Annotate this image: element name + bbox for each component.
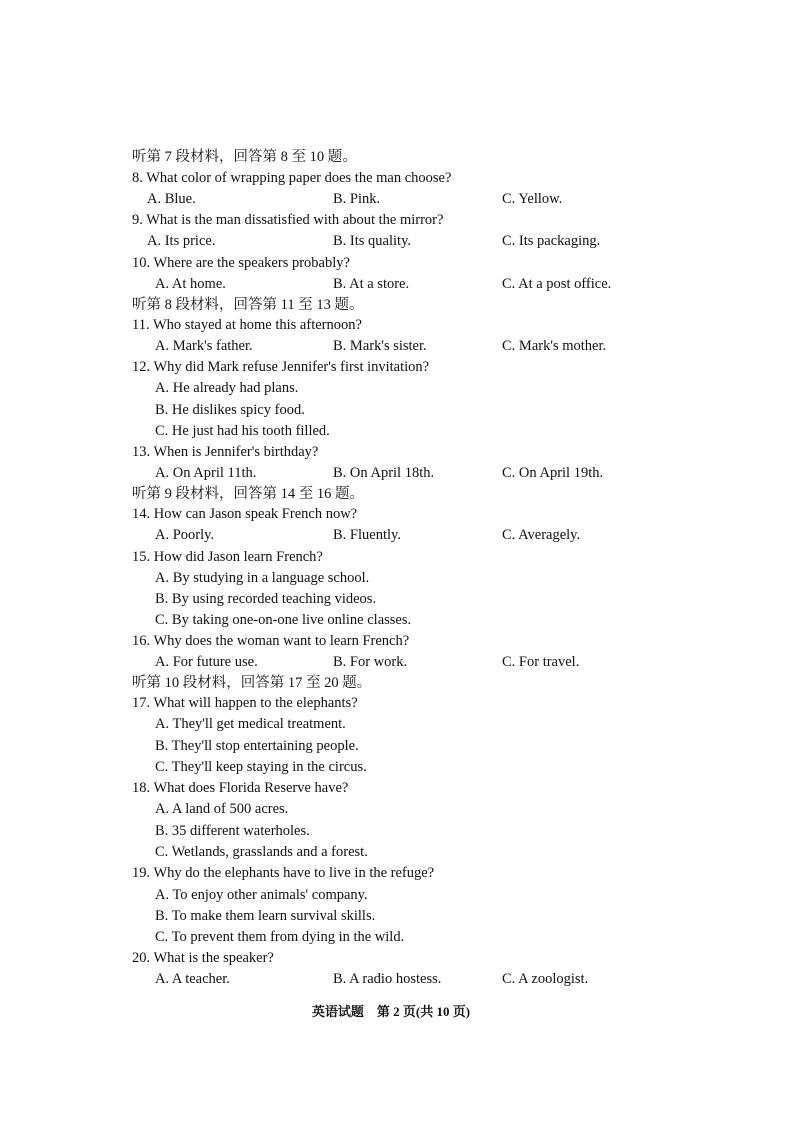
q16-stem: 16. Why does the woman want to learn French? bbox=[132, 633, 410, 649]
q19-option-a: A. To enjoy other animals' company. bbox=[155, 887, 368, 903]
q20-option-b: B. A radio hostess. bbox=[333, 971, 442, 987]
q20-stem: 20. What is the speaker? bbox=[132, 950, 274, 966]
q8-stem: 8. What color of wrapping paper does the man choose? bbox=[132, 170, 452, 186]
q12-option-b: B. He dislikes spicy food. bbox=[155, 402, 305, 418]
q20-option-a: A. A teacher. bbox=[155, 971, 230, 987]
q9-option-b: B. Its quality. bbox=[333, 233, 412, 249]
q17-option-b: B. They'll stop entertaining people. bbox=[155, 738, 359, 754]
q14-stem: 14. How can Jason speak French now? bbox=[132, 506, 358, 522]
q20-option-c: C. A zoologist. bbox=[502, 971, 589, 987]
q9-stem: 9. What is the man dissatisfied with about the mirror? bbox=[132, 212, 444, 228]
q11-option-a: A. Mark's father. bbox=[155, 338, 253, 354]
section-10-instruction: 听第 10 段材料，回答第 17 至 20 题。 bbox=[132, 675, 372, 691]
section-9-instruction: 听第 9 段材料，回答第 14 至 16 题。 bbox=[132, 486, 364, 502]
question-stem bbox=[0, 442, 800, 463]
question-stem bbox=[0, 168, 800, 189]
q12-option-c: C. He just had his tooth filled. bbox=[155, 423, 330, 439]
question-stem bbox=[0, 504, 800, 525]
q10-option-c: C. At a post office. bbox=[502, 276, 612, 292]
q8-option-b: B. Pink. bbox=[333, 191, 381, 207]
q8-option-a: A. Blue. bbox=[147, 191, 196, 207]
options-row bbox=[0, 589, 800, 610]
options-row bbox=[0, 274, 800, 295]
options-row bbox=[0, 842, 800, 863]
options-row bbox=[0, 378, 800, 399]
options-row bbox=[0, 231, 800, 252]
q13-option-b: B. On April 18th. bbox=[333, 465, 435, 481]
q10-stem: 10. Where are the speakers probably? bbox=[132, 255, 350, 271]
question-stem bbox=[0, 948, 800, 969]
q16-option-b: B. For work. bbox=[333, 654, 408, 670]
question-stem bbox=[0, 357, 800, 378]
options-row bbox=[0, 610, 800, 631]
q14-option-c: C. Averagely. bbox=[502, 527, 581, 543]
question-stem bbox=[0, 693, 800, 714]
section-instruction bbox=[0, 484, 800, 505]
q11-option-b: B. Mark's sister. bbox=[333, 338, 427, 354]
options-row bbox=[0, 189, 800, 210]
options-row bbox=[0, 757, 800, 778]
q12-stem: 12. Why did Mark refuse Jennifer's first invitation? bbox=[132, 359, 430, 375]
q13-option-c: C. On April 19th. bbox=[502, 465, 604, 481]
q10-option-a: A. At home. bbox=[155, 276, 226, 292]
question-stem bbox=[0, 315, 800, 336]
q10-option-b: B. At a store. bbox=[333, 276, 410, 292]
q17-option-a: A. They'll get medical treatment. bbox=[155, 716, 346, 732]
q16-option-c: C. For travel. bbox=[502, 654, 580, 670]
q17-option-c: C. They'll keep staying in the circus. bbox=[155, 759, 367, 775]
q17-stem: 17. What will happen to the elephants? bbox=[132, 695, 358, 711]
page-footer bbox=[0, 1002, 800, 1022]
section-7-instruction: 听第 7 段材料，回答第 8 至 10 题。 bbox=[132, 149, 357, 165]
options-row bbox=[0, 969, 800, 990]
question-stem bbox=[0, 863, 800, 884]
q16-option-a: A. For future use. bbox=[155, 654, 258, 670]
question-stem bbox=[0, 631, 800, 652]
options-row bbox=[0, 421, 800, 442]
q14-option-b: B. Fluently. bbox=[333, 527, 401, 543]
options-row bbox=[0, 463, 800, 484]
q11-stem: 11. Who stayed at home this afternoon? bbox=[132, 317, 362, 333]
page-number-label: 英语试题 第 2 页(共 10 页) bbox=[311, 1004, 471, 1019]
q18-option-b: B. 35 different waterholes. bbox=[155, 823, 310, 839]
options-row bbox=[0, 799, 800, 820]
options-row bbox=[0, 714, 800, 735]
options-row bbox=[0, 906, 800, 927]
question-stem bbox=[0, 210, 800, 231]
q15-option-c: C. By taking one-on-one live online classes. bbox=[155, 612, 412, 628]
options-row bbox=[0, 736, 800, 757]
q15-stem: 15. How did Jason learn French? bbox=[132, 549, 323, 565]
q8-option-c: C. Yellow. bbox=[502, 191, 563, 207]
q15-option-a: A. By studying in a language school. bbox=[155, 570, 370, 586]
section-instruction bbox=[0, 147, 800, 168]
question-stem bbox=[0, 778, 800, 799]
q9-option-a: A. Its price. bbox=[147, 233, 216, 249]
q9-option-c: C. Its packaging. bbox=[502, 233, 601, 249]
options-row bbox=[0, 525, 800, 546]
options-row bbox=[0, 885, 800, 906]
q19-stem: 19. Why do the elephants have to live in the refuge? bbox=[132, 865, 435, 881]
options-row bbox=[0, 652, 800, 673]
q18-stem: 18. What does Florida Reserve have? bbox=[132, 780, 349, 796]
section-instruction bbox=[0, 673, 800, 694]
question-stem bbox=[0, 253, 800, 274]
question-stem bbox=[0, 547, 800, 568]
q19-option-c: C. To prevent them from dying in the wild. bbox=[155, 929, 405, 945]
q12-option-a: A. He already had plans. bbox=[155, 380, 299, 396]
q18-option-c: C. Wetlands, grasslands and a forest. bbox=[155, 844, 368, 860]
q18-option-a: A. A land of 500 acres. bbox=[155, 801, 289, 817]
options-row bbox=[0, 821, 800, 842]
options-row bbox=[0, 568, 800, 589]
section-8-instruction: 听第 8 段材料，回答第 11 至 13 题。 bbox=[132, 297, 364, 313]
q19-option-b: B. To make them learn survival skills. bbox=[155, 908, 376, 924]
q11-option-c: C. Mark's mother. bbox=[502, 338, 607, 354]
options-row bbox=[0, 336, 800, 357]
options-row bbox=[0, 927, 800, 948]
q15-option-b: B. By using recorded teaching videos. bbox=[155, 591, 377, 607]
q14-option-a: A. Poorly. bbox=[155, 527, 215, 543]
q13-stem: 13. When is Jennifer's birthday? bbox=[132, 444, 319, 460]
options-row bbox=[0, 400, 800, 421]
q13-option-a: A. On April 11th. bbox=[155, 465, 257, 481]
section-instruction bbox=[0, 295, 800, 316]
